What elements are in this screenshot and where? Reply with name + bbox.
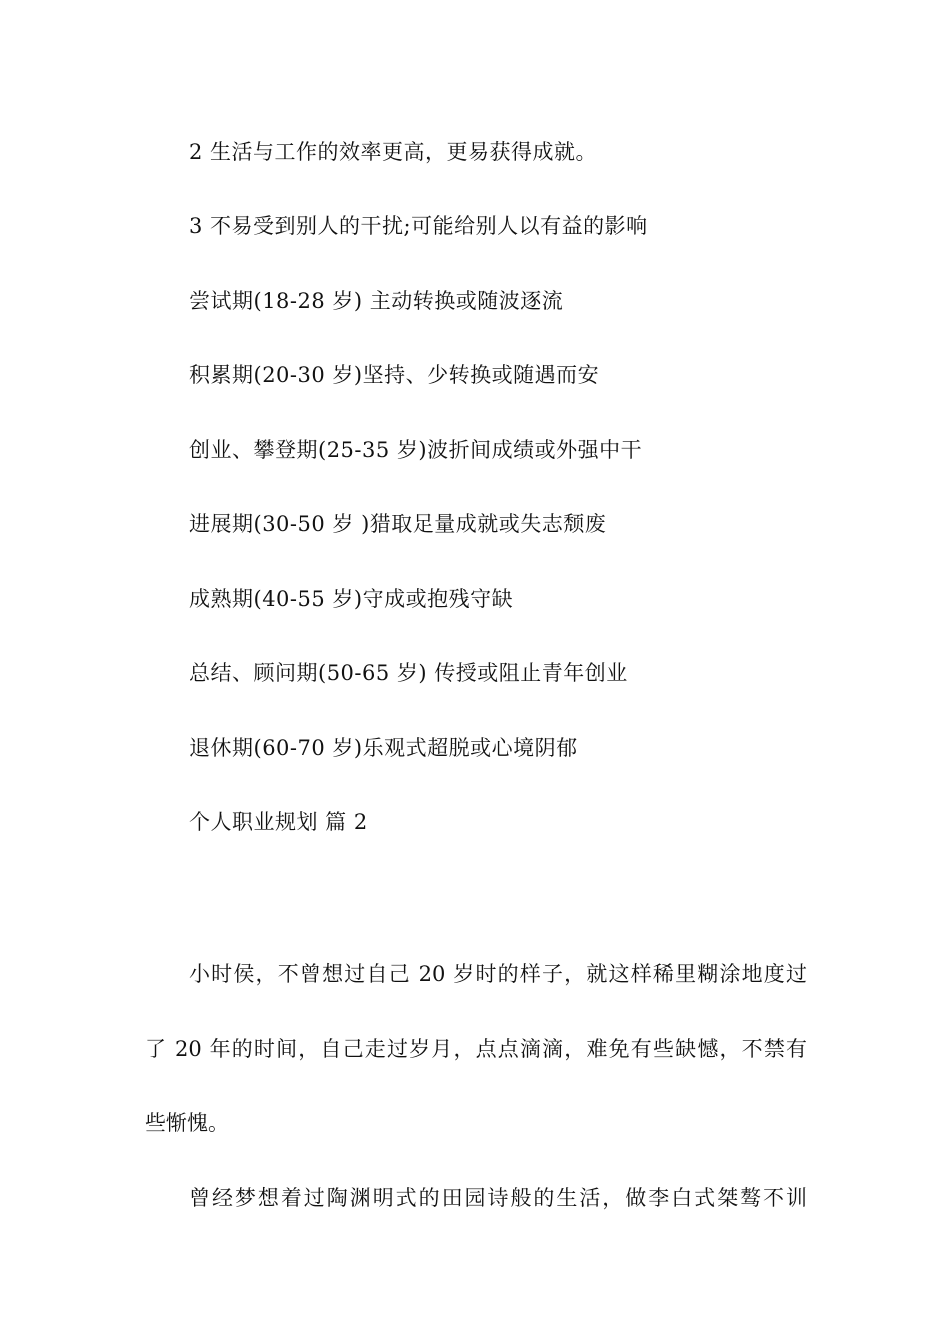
- list-line: 尝试期(18-28 岁) 主动转换或随波逐流: [189, 289, 564, 313]
- list-line: 退休期(60-70 岁)乐观式超脱或心境阴郁: [189, 736, 578, 760]
- paragraph-line: 些惭愧。: [145, 1111, 229, 1135]
- list-line: 成熟期(40-55 岁)守成或抱残守缺: [189, 587, 514, 611]
- paragraph-line: 了 20 年的时间，自己走过岁月，点点滴滴，难免有些缺憾，不禁有: [145, 1037, 807, 1061]
- list-line: 总结、顾问期(50-65 岁) 传授或阻止青年创业: [189, 661, 628, 685]
- list-line: 3 不易受到别人的干扰;可能给别人以有益的影响: [189, 214, 648, 238]
- section-heading: 个人职业规划 篇 2: [189, 810, 368, 834]
- list-line: 2 生活与工作的效率更高，更易获得成就。: [189, 140, 598, 164]
- list-line: 创业、攀登期(25-35 岁)波折间成绩或外强中干: [189, 438, 643, 462]
- list-line: 积累期(20-30 岁)坚持、少转换或随遇而安: [189, 363, 600, 387]
- paragraph-line: 曾经梦想着过陶渊明式的田园诗般的生活，做李白式桀骜不训: [189, 1186, 807, 1210]
- paragraph-line: 小时侯，不曾想过自己 20 岁时的样子，就这样稀里糊涂地度过: [189, 962, 807, 986]
- list-line: 进展期(30-50 岁 )猎取足量成就或失志颓废: [189, 512, 607, 536]
